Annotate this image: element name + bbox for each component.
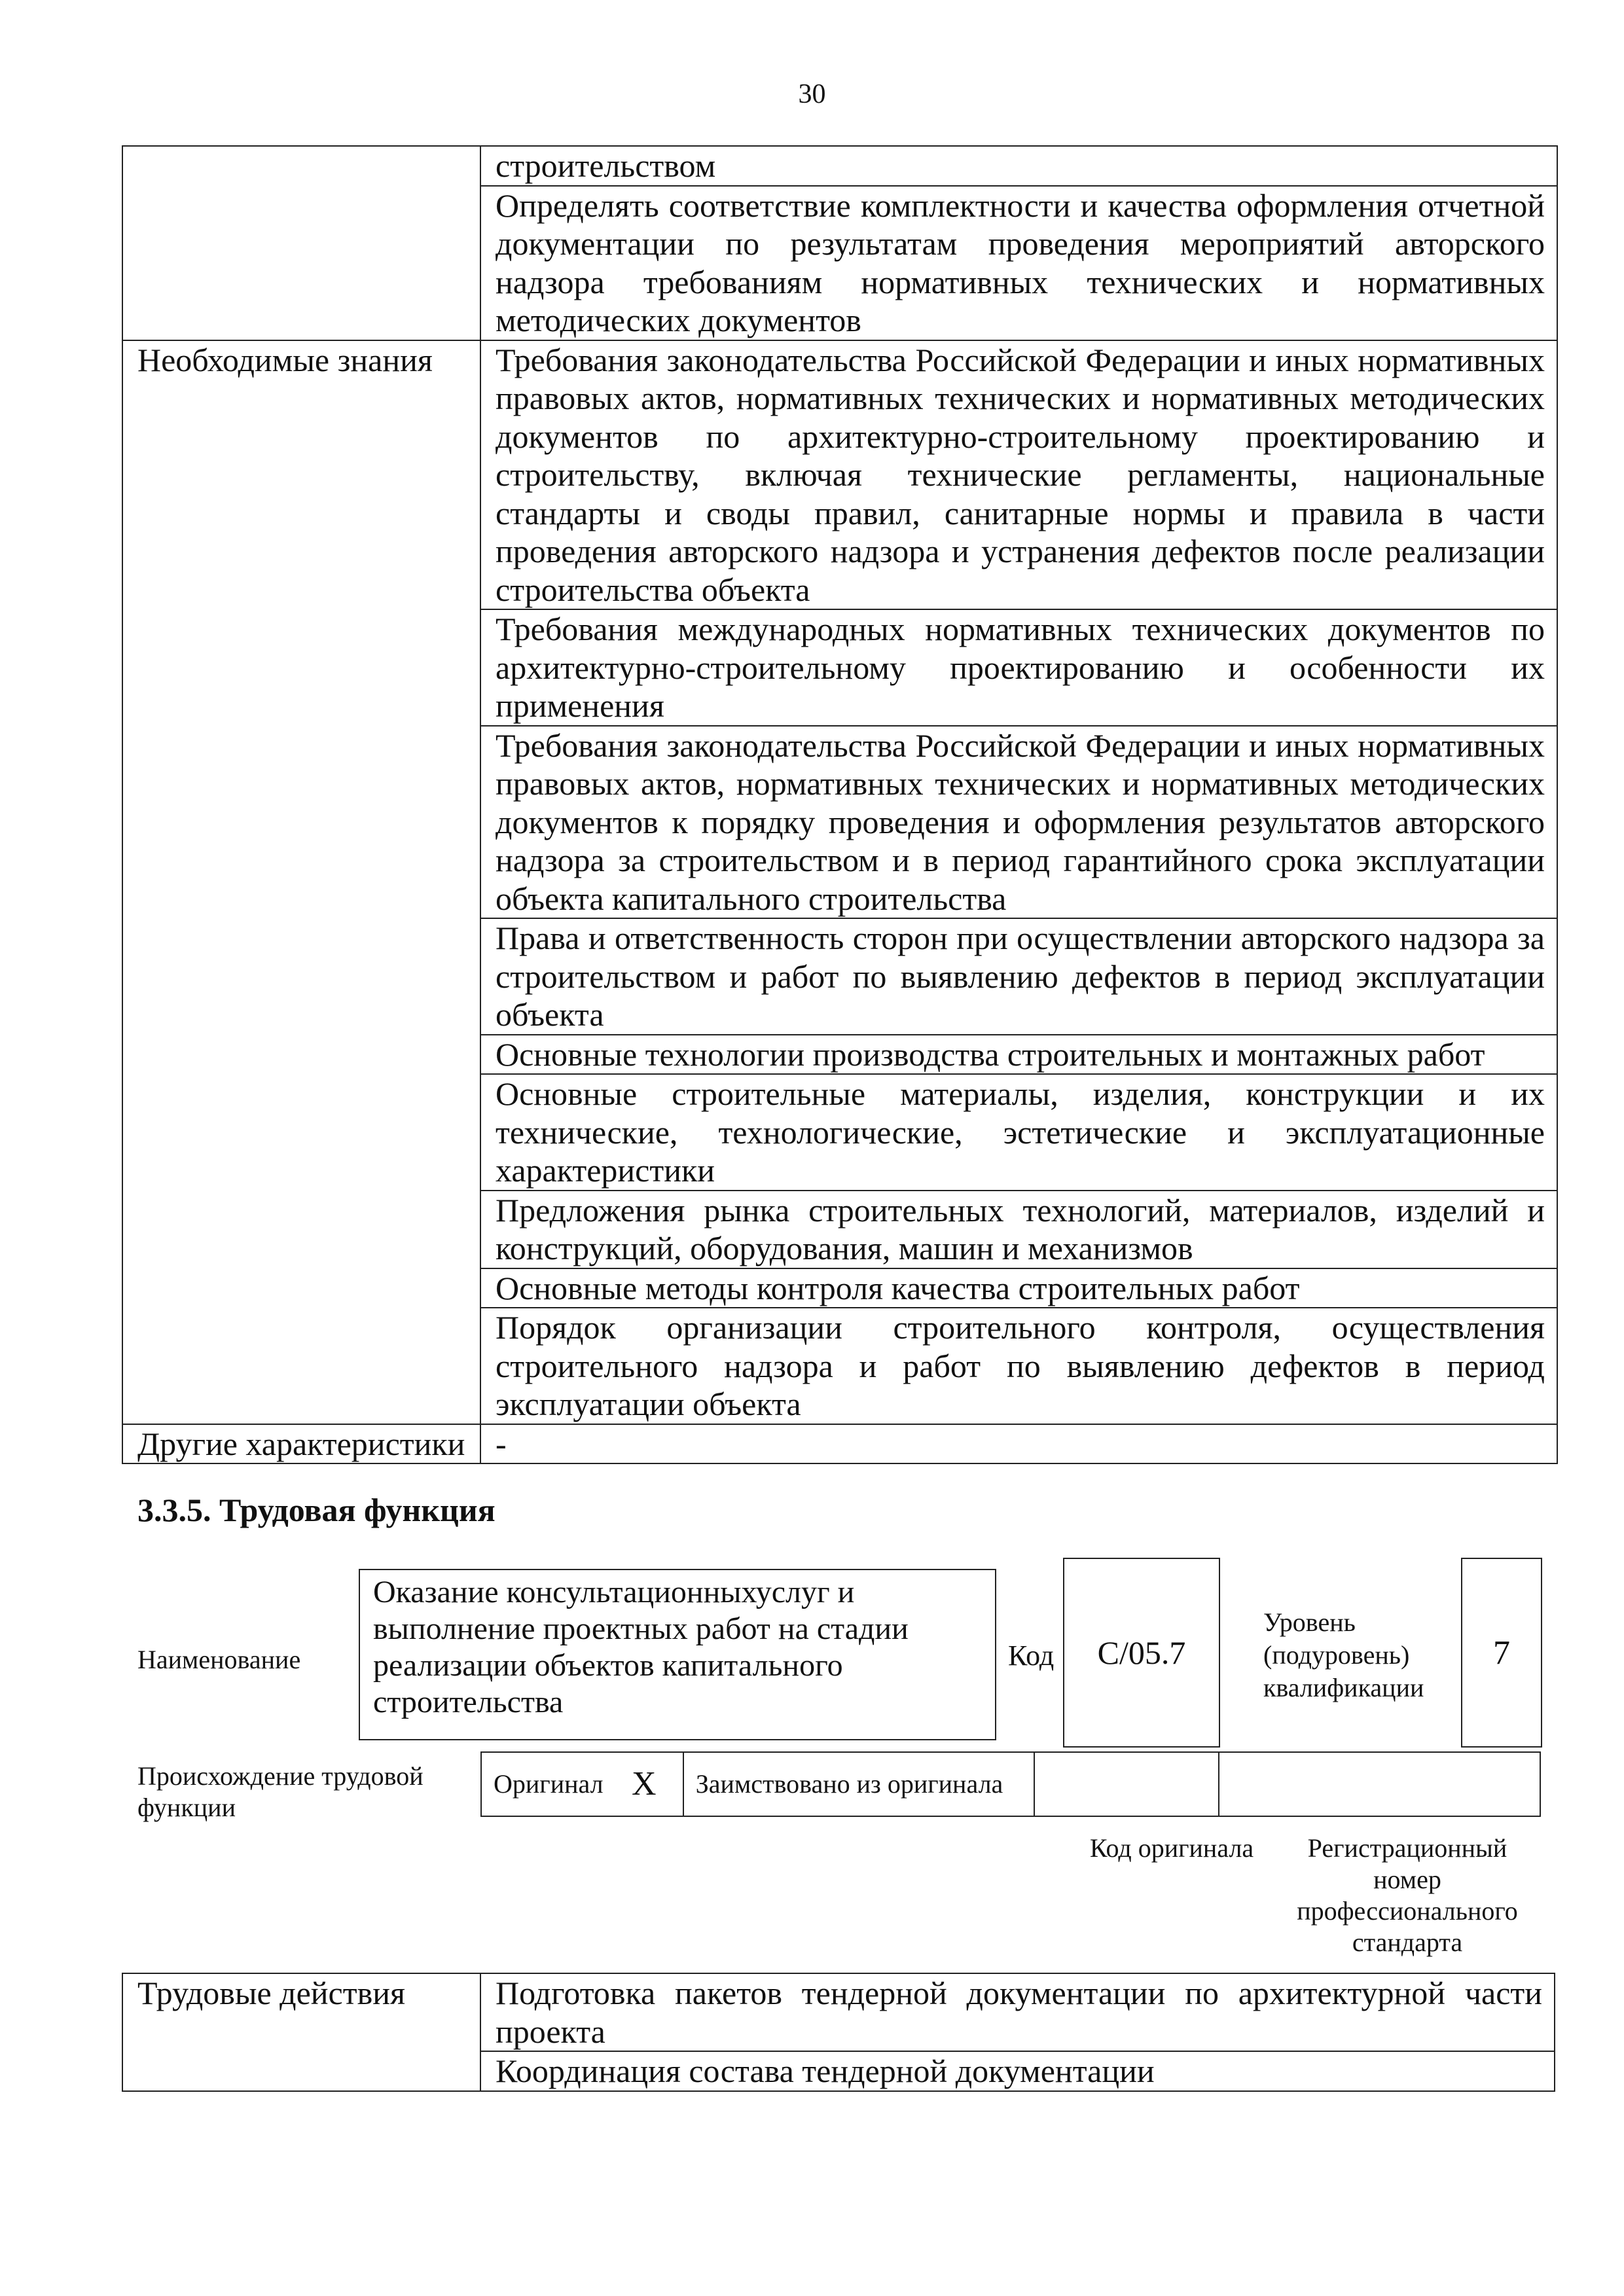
table-cell: Координация состава тендерной документации [480, 2051, 1555, 2091]
continuation-table [122, 145, 1558, 1464]
table-cell: Права и ответственность сторон при осуществлении авторского надзора за строительством и работ по выявлению дефектов в период эксплуатации объекта [480, 918, 1557, 1035]
table-cell: Требования законодательства Российской Федерации и иных нормативных правовых актов, нормативных технических и нормативных методических документов к порядку проведения и оформления результатов авторского надзора за строительством и в период гарантийного срока эксплуатации объекта капитального строительства [480, 726, 1557, 919]
name-label: Наименование [137, 1645, 301, 1674]
table-row [122, 340, 1557, 610]
section-title: 3.3.5. Трудовая функция [137, 1492, 496, 1528]
origin-original: Оригинал [481, 1752, 605, 1816]
origin-code-cell [1034, 1752, 1219, 1816]
origin-reg-caption: Регистрационный номер профессионального стандарта [1297, 1833, 1518, 1957]
table-cell: Предложения рынка строительных технологий, материалов, изделий и конструкций, оборудования, машин и механизмов [480, 1191, 1557, 1268]
table-cell: Порядок организации строительного контроля, осуществления строительного надзора и работ по выявлению дефектов в период эксплуатации объекта [480, 1308, 1557, 1424]
code-label: Код [1008, 1640, 1055, 1672]
table-row [122, 1973, 1555, 2051]
table-row [481, 1752, 1540, 1816]
level-label: Уровень (подуровень) квалификации [1263, 1607, 1424, 1702]
table-row [122, 1424, 1557, 1464]
table-cell: Требования международных нормативных технических документов по архитектурно-строительному проектированию и особенности их применения [480, 609, 1557, 726]
origin-table [480, 1751, 1541, 1817]
table-row [122, 146, 1557, 186]
actions-table [122, 1973, 1555, 2092]
table-cell: Подготовка пакетов тендерной документации по архитектурной части проекта [480, 1973, 1555, 2051]
table-cell: - [480, 1424, 1557, 1464]
row-label-empty [122, 146, 480, 340]
table-cell: Определять соответствие комплектности и качества оформления отчетной документации по результатам проведения мероприятий авторского надзора требованиям нормативных технических и нормативных методических документов [480, 186, 1557, 340]
table-cell: строительством [480, 146, 1557, 186]
origin-mark: X [605, 1752, 683, 1816]
code-value: C/05.7 [1063, 1558, 1220, 1748]
origin-reg-cell [1219, 1752, 1540, 1816]
row-label-other: Другие характеристики [122, 1424, 480, 1464]
row-label-knowledge: Необходимые знания [122, 340, 480, 1424]
row-label-actions: Трудовые действия [122, 1973, 480, 2091]
page-number: 30 [798, 79, 826, 109]
table-cell: Основные технологии производства строительных и монтажных работ [480, 1035, 1557, 1075]
table-cell: Основные строительные материалы, изделия, конструкции и их технические, технологические, эстетические и эксплуатационные характеристики [480, 1074, 1557, 1191]
table-cell: Требования законодательства Российской Федерации и иных нормативных правовых актов, нормативных технических и нормативных методических документов по архитектурно-строительному проектированию и строительству, включая технические регламенты, национальные стандарты и своды правил, санитарные нормы и правила в части проведения авторского надзора и устранения дефектов после реализации строительства объекта [480, 340, 1557, 610]
origin-code-caption: Код оригинала [1089, 1833, 1254, 1863]
origin-label: Происхождение трудовой функции [137, 1761, 424, 1822]
name-value: Оказание консультационныхуслуг и выполнение проектных работ на стадии реализации объектов капитального строительства [359, 1569, 996, 1740]
level-value: 7 [1461, 1558, 1542, 1748]
origin-borrowed: Заимствовано из оригинала [683, 1752, 1034, 1816]
table-cell: Основные методы контроля качества строительных работ [480, 1268, 1557, 1308]
